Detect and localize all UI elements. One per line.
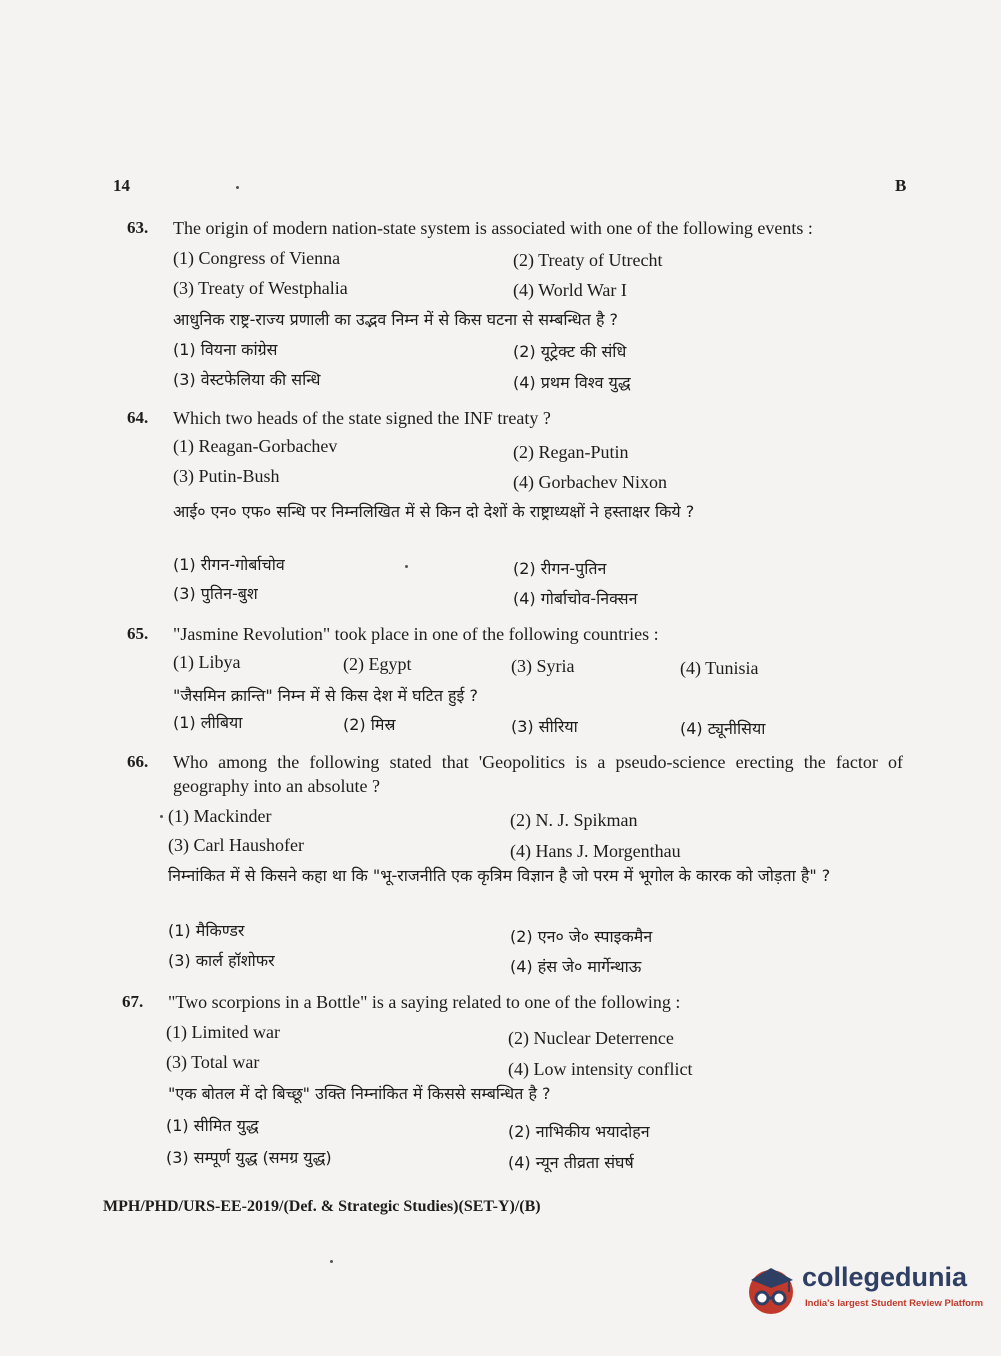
option-en-4: (4) Hans J. Morgenthau xyxy=(510,841,681,861)
question-text-hi: "जैसमिन क्रान्ति" निम्न में से किस देश में घटित हुई ? xyxy=(173,686,478,705)
option-en-1: (1) Reagan-Gorbachev xyxy=(173,436,338,456)
option-hi-3: (3) सीरिया xyxy=(511,717,578,736)
option-hi-3: (3) वेस्टफेलिया की सन्धि xyxy=(173,370,321,389)
collegedunia-logo xyxy=(745,1258,984,1318)
option-hi-1: (1) लीबिया xyxy=(173,713,243,732)
option-en-3: (3) Treaty of Westphalia xyxy=(173,278,348,298)
option-hi-2: (2) नाभिकीय भयादोहन xyxy=(508,1122,650,1141)
scan-speck xyxy=(330,1260,333,1263)
page-number: 14 xyxy=(113,176,130,195)
option-en-3: (3) Carl Haushofer xyxy=(168,835,304,855)
footer-code: MPH/PHD/URS-EE-2019/(Def. & Strategic Studies)(SET-Y)/(B) xyxy=(103,1198,541,1215)
option-hi-3: (3) सम्पूर्ण युद्ध (समग्र युद्ध) xyxy=(166,1148,332,1167)
question-number: 65. xyxy=(127,624,149,643)
question-text-en: "Jasmine Revolution" took place in one of the following countries : xyxy=(173,624,659,644)
option-en-3: (3) Total war xyxy=(166,1052,260,1072)
option-en-2: (2) Nuclear Deterrence xyxy=(508,1028,674,1048)
question-text-hi: "एक बोतल में दो बिच्छू" उक्ति निम्नांकित में किससे सम्बन्धित है ? xyxy=(168,1084,551,1103)
logo-name: collegedunia xyxy=(802,1262,968,1292)
option-hi-3: (3) कार्ल हॉशोफर xyxy=(168,951,275,970)
mascot-icon xyxy=(745,1258,801,1318)
question-number: 63. xyxy=(127,218,149,237)
question-text-en: Which two heads of the state signed the INF treaty ? xyxy=(173,408,551,428)
question-number: 67. xyxy=(122,992,144,1011)
option-en-4: (4) Low intensity conflict xyxy=(508,1059,693,1079)
option-hi-4: (4) गोर्बाचोव-निक्सन xyxy=(513,589,638,608)
option-en-2: (2) Regan-Putin xyxy=(513,442,629,462)
option-hi-1: (1) वियना कांग्रेस xyxy=(173,340,278,359)
option-hi-4: (4) ट्यूनीसिया xyxy=(680,719,766,738)
option-en-4: (4) Gorbachev Nixon xyxy=(513,472,667,492)
question-text-hi: आधुनिक राष्ट्र-राज्य प्रणाली का उद्भव निम्न में से किस घटना से सम्बन्धित है ? xyxy=(173,310,619,329)
scan-speck xyxy=(236,186,239,189)
option-hi-1: (1) सीमित युद्ध xyxy=(166,1116,259,1135)
option-en-3: (3) Syria xyxy=(511,656,575,676)
option-hi-2: (2) एन० जे० स्पाइकमैन xyxy=(510,927,653,946)
option-en-2: (2) Egypt xyxy=(343,654,412,674)
option-hi-1: (1) रीगन-गोर्बाचोव xyxy=(173,555,285,574)
option-hi-4: (4) हंस जे० मार्गेन्थाऊ xyxy=(510,957,642,976)
option-en-1: (1) Congress of Vienna xyxy=(173,248,341,268)
option-en-4: (4) Tunisia xyxy=(680,658,759,678)
scan-speck xyxy=(160,815,163,818)
option-hi-2: (2) यूट्रेक्ट की संधि xyxy=(513,342,627,361)
set-letter: B xyxy=(895,176,907,195)
scan-speck xyxy=(405,565,408,568)
question-number: 66. xyxy=(127,752,149,771)
option-en-1: (1) Limited war xyxy=(166,1022,280,1042)
logo-tagline: India's largest Student Review Platform xyxy=(805,1298,984,1309)
option-en-1: (1) Mackinder xyxy=(168,806,272,826)
option-hi-4: (4) प्रथम विश्व युद्ध xyxy=(513,373,631,392)
option-en-3: (3) Putin-Bush xyxy=(173,466,280,486)
question-text-hi: निम्नांकित में से किसने कहा था कि "भू-राजनीति एक कृत्रिम विज्ञान है जो परम में भूगोल के कारक को जोड़ता है" ? xyxy=(168,866,831,885)
option-en-4: (4) World War I xyxy=(513,280,627,300)
option-en-2: (2) N. J. Spikman xyxy=(510,810,638,830)
option-hi-2: (2) रीगन-पुतिन xyxy=(513,559,607,578)
question-text-en: Who among the following stated that 'Geopolitics is a pseudo-science erecting the factor of geography into an absolute ? xyxy=(173,752,903,796)
option-hi-3: (3) पुतिन-बुश xyxy=(173,584,258,603)
question-number: 64. xyxy=(127,408,149,427)
option-en-1: (1) Libya xyxy=(173,652,241,672)
question-text-en: "Two scorpions in a Bottle" is a saying related to one of the following : xyxy=(168,992,681,1012)
option-hi-2: (2) मिस्र xyxy=(343,715,396,734)
option-en-2: (2) Treaty of Utrecht xyxy=(513,250,663,270)
question-text-hi: आई० एन० एफ० सन्धि पर निम्नलिखित में से किन दो देशों के राष्ट्राध्यक्षों ने हस्ताक्षर किये ? xyxy=(173,502,695,521)
option-hi-4: (4) न्यून तीव्रता संघर्ष xyxy=(508,1153,634,1172)
question-text-en: The origin of modern nation-state system is associated with one of the following events : xyxy=(173,218,813,238)
option-hi-1: (1) मैकिण्डर xyxy=(168,921,245,940)
